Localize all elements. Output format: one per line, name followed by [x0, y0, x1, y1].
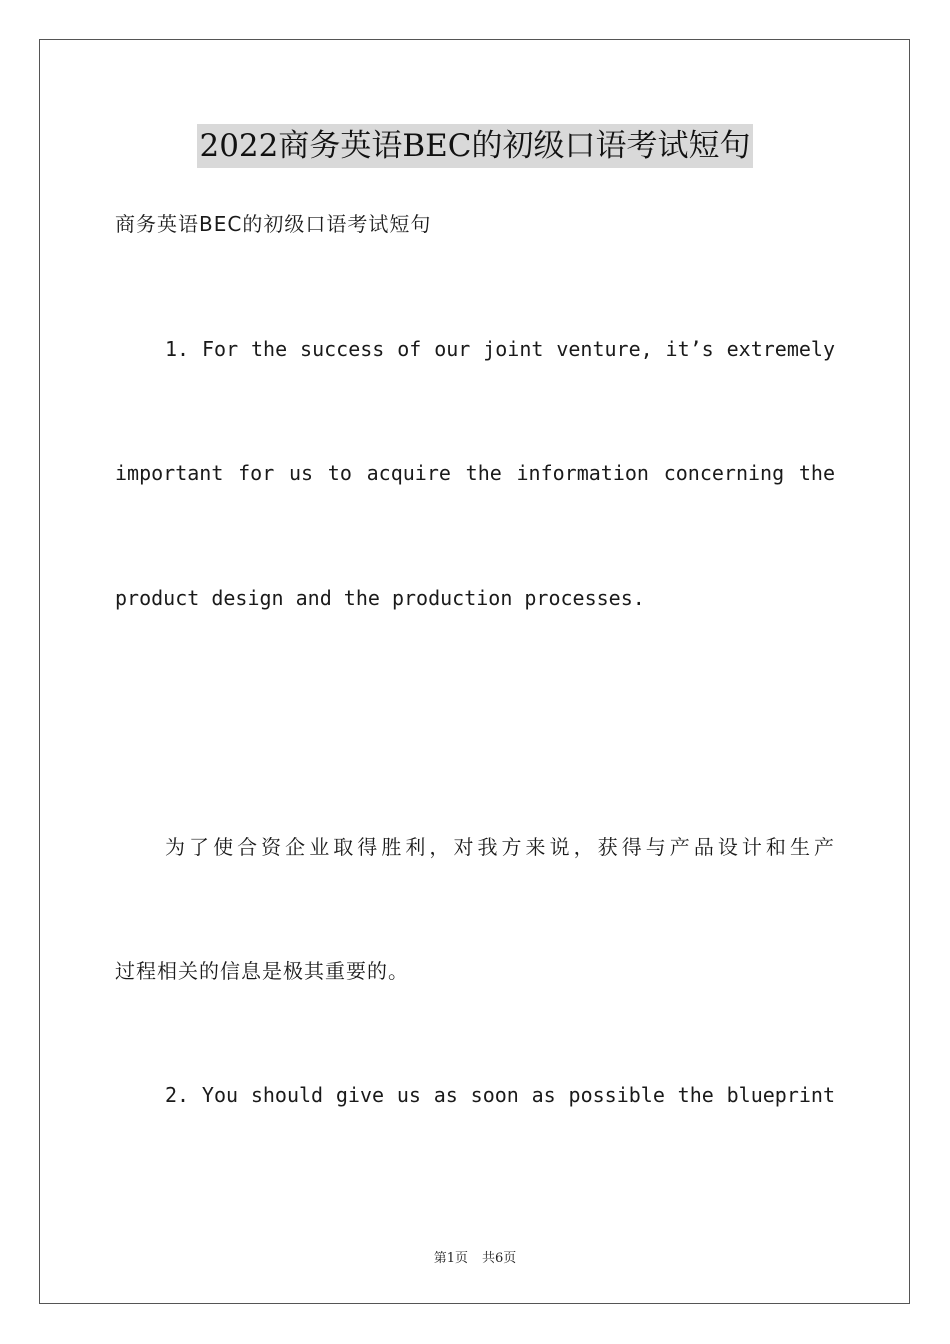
paragraph-1-line-1: 1. For the success of our joint venture, it’s extremely	[165, 337, 835, 361]
paragraph-3-line-1: 2. You should give us as soon as possible the blueprint	[165, 1083, 835, 1107]
document-subtitle: 商务英语BEC的初级口语考试短句	[115, 212, 432, 236]
paragraph-2-line-2: 过程相关的信息是极其重要的。	[115, 959, 409, 983]
paragraph-1-line-3: product design and the production processes.	[115, 586, 645, 610]
paragraph-1-line-2: important for us to acquire the information concerning the	[115, 461, 835, 485]
page-footer	[0, 1247, 950, 1266]
document-title: 2022商务英语BEC的初级口语考试短句	[197, 124, 752, 168]
page-number: 第1页	[433, 1251, 468, 1266]
title-container	[0, 124, 950, 168]
paragraph-2-line-1: 为了使合资企业取得胜利，对我方来说，获得与产品设计和生产	[165, 835, 835, 859]
page-total: 共6页	[482, 1251, 517, 1266]
